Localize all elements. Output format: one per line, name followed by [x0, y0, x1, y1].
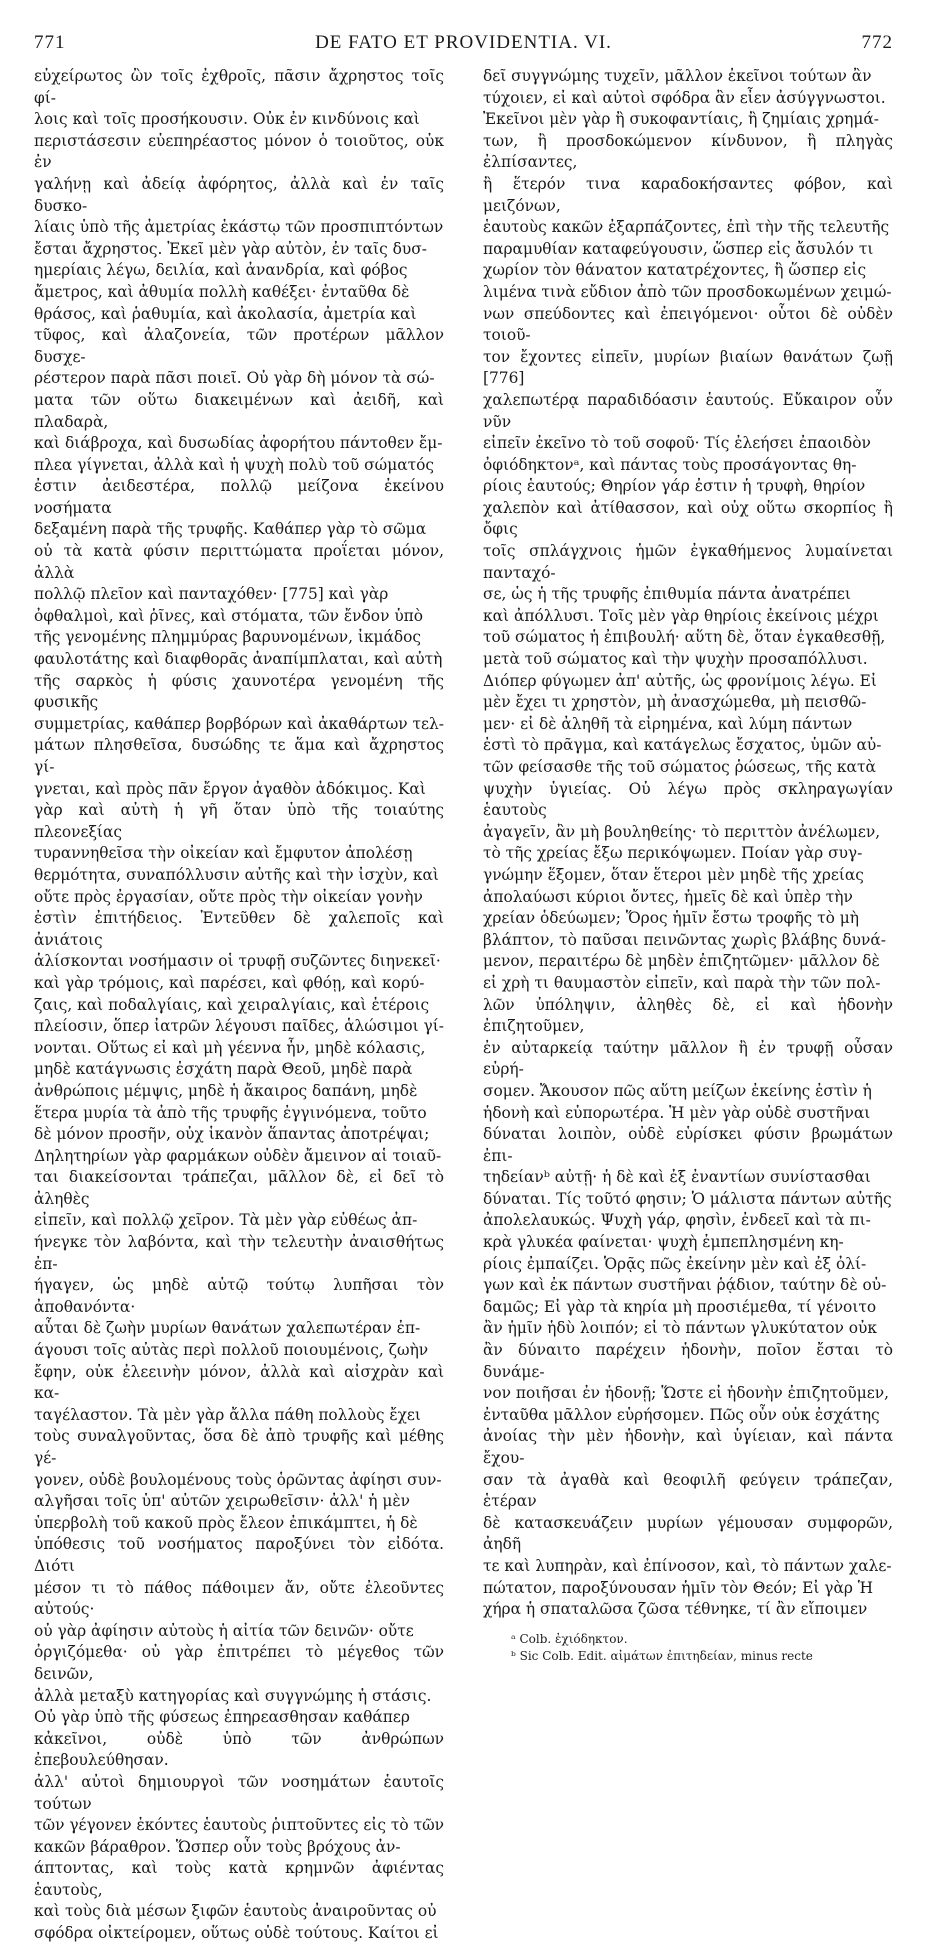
text-line: ἔφην, οὐκ ἐλεεινὴν μόνον, ἀλλὰ καὶ αἰσχρὰν καὶ κα- — [34, 1362, 444, 1403]
text-line: ημερίαις λέγω, δειλία, καὶ ἀνανδρία, καὶ φόβος — [34, 261, 408, 280]
text-line: χήρα ἡ σπαταλῶσα ζῶσα τέθνηκε, τί ἂν εἴποιμεν — [483, 1600, 868, 1619]
text-line: τοῖς σπλάγχνοις ἡμῶν ἐγκαθήμενος λυμαίνεται πανταχό- — [483, 542, 893, 582]
text-line: ἁλίσκονται νοσήμασιν οἱ τρυφῇ συζῶντες διηνεκεῖ· — [34, 952, 441, 971]
text-line: καὶ τοὺς διὰ μέσων ξιφῶν ἑαυτοὺς ἀναιροῦντας οὐ — [34, 1902, 437, 1921]
text-line: μέσον τι τὸ πάθος πάθοιμεν ἄν, οὔτε ἐλεοῦντες αὐτούς· — [34, 1578, 444, 1619]
text-line: ἐστὶν ἐπιτήδειος. Ἐντεῦθεν δὲ χαλεποῖς καὶ ἀνιάτοις — [34, 909, 444, 949]
text-line: ἀγαγεῖν, ἂν μὴ βουληθείης· τὸ περιττὸν ἀνέλωμεν, — [483, 822, 881, 841]
text-line: σομεν. Ἄκουσον πῶς αὕτη μείζων ἐκείνης ἐστὶν ἡ — [483, 1081, 872, 1100]
text-line: δύναται λοιπὸν, οὐδὲ εὑρίσκει φύσιν βρωμάτων ἐπι- — [483, 1125, 893, 1165]
text-line: άγουσι τοῖς αὐτὰς περὶ πολλοῦ ποιουμένοις, ζωὴν — [34, 1341, 429, 1360]
text-line: φαυλοτάτης καὶ διαφθορᾶς ἀναπίμπλαται, καὶ αὐτὴ — [34, 650, 443, 669]
text-line: ήγαγεν, ὡς μηδὲ αὐτῷ τούτῳ λυπῆσαι τὸν ἀποθανόντα· — [34, 1276, 444, 1316]
text-line: μάτων πλησθεῖσα, δυσώδης τε ἅμα καὶ ἄχρηστος γί- — [34, 736, 444, 776]
text-line: Ἐκεῖνοι μὲν γὰρ ἢ συκοφαντίαις, ἢ ζημίαις χρημά- — [483, 110, 879, 129]
text-line: σε, ὡς ἡ τῆς τρυφῆς ἐπιθυμία πάντα ἀνατρέπει — [483, 585, 851, 604]
text-line: αὗται δὲ ζωὴν μυρίων θανάτων χαλεπωτέραν ἐπ- — [34, 1319, 421, 1338]
text-line: δαμῶς; Εἰ γὰρ τὰ κηρία μὴ προσιέμεθα, τί γένοιτο — [483, 1297, 877, 1316]
running-title: DE FATO ET PROVIDENTIA. VI. — [315, 32, 612, 53]
text-columns — [34, 66, 893, 1945]
text-line: εἰπεῖν ἐκεῖνο τὸ τοῦ σοφοῦ· Τίς ἐλεήσει ἐπαοιδὸν — [483, 434, 871, 453]
text-line: ἂν ἡμῖν ἡδὺ λοιπόν; εἰ τὸ πάντων γλυκύτατον οὐκ — [483, 1319, 877, 1338]
text-line: τῆς σαρκὸς ἡ φύσις χαυνοτέρα γενομένη τῆς φυσικῆς — [34, 671, 444, 712]
text-line: χρείαν ὁδεύωμεν; Ὅρος ἡμῖν ἔστω τροφῆς τὸ μὴ — [483, 909, 859, 928]
text-line: ἐστιν ἀειδεστέρα, πολλῷ μείζονα ἐκείνου νοσήματα — [34, 477, 444, 517]
text-line: ἀνοίας τὴν μὲν ἡδονὴν, καὶ ὑγίειαν, καὶ πάντα ἔχου- — [483, 1427, 893, 1467]
text-line: σαν τὰ ἀγαθὰ καὶ θεοφιλῆ φεύγειν τράπεζαν, ἑτέραν — [483, 1470, 893, 1511]
text-line: λιμένα τινὰ εὔδιον ἀπὸ τῶν προσδοκωμένων χειμώ- — [483, 282, 892, 301]
text-line: τε καὶ λυπηρὰν, καὶ ἐπίνοσον, καὶ, τὸ πάντων χαλε- — [483, 1556, 892, 1575]
text-line: οὐ γὰρ ἀφίησιν αὐτοὺς ἡ αἰτία τῶν δεινῶν· οὔτε — [34, 1621, 414, 1640]
text-line: γὰρ καὶ αὐτὴ ἡ γῆ ὅταν ὑπὸ τῆς τοιαύτης πλεονεξίας — [34, 801, 444, 841]
text-line: θερμότητα, συναπόλλυσιν αὐτῆς καὶ τὴν ἰσχὺν, καὶ — [34, 865, 439, 884]
text-line: γων καὶ ἐκ πάντων συστῆναι ῥᾴδιον, ταύτην δὲ οὐ- — [483, 1276, 887, 1295]
text-line: ψυχὴν ὑγιείας. Οὐ λέγω πρὸς σκληραγωγίαν ἑαυτοὺς — [483, 779, 893, 820]
running-header — [34, 32, 893, 66]
text-line: ἀλλὰ μεταξὺ κατηγορίας καὶ συγγνώμης ἡ στάσις. — [34, 1686, 432, 1705]
text-line: ἀπολελαυκώς. Ψυχὴ γάρ, φησὶν, ἐνδεεῖ καὶ τὰ πι- — [483, 1211, 871, 1230]
text-line: Διόπερ φύγωμεν ἀπ' αὐτῆς, ὡς φρονίμοις λέγω. Εἰ — [483, 671, 877, 690]
text-line: τοὺς συναλγοῦντας, ὅσα δὲ ἀπὸ τρυφῆς καὶ μέθης γέ- — [34, 1427, 444, 1467]
footnote: ᵇ Sic Colb. Edit. αἰμάτων ἐπιτηδείαν, minus recte — [511, 1648, 813, 1663]
text-line: ἐν αὐταρκείᾳ ταύτην μᾶλλον ἢ ἐν τρυφῇ οὖσαν εὑρή- — [483, 1038, 893, 1079]
text-line: εὐχείρωτος ὢν τοῖς ἐχθροῖς, πᾶσιν ἄχρηστος τοῖς φί- — [34, 67, 444, 107]
text-line: βλάπτον, τὸ παῦσαι πεινῶντας χωρὶς βλάβης δυνά- — [483, 930, 886, 949]
right-column-text — [483, 66, 893, 1621]
text-line: αλγῆσαι τοῖς ὑπ' αὐτῶν χειρωθεῖσιν· ἀλλ' ἡ μὲν — [34, 1492, 411, 1511]
text-line: παραμυθίαν καταφεύγουσιν, ὥσπερ εἰς ἄσυλόν τι — [483, 239, 874, 258]
text-line: γνώμην ἕξομεν, ὅταν ἕτεροι μὲν μηδὲ τῆς χρείας — [483, 865, 864, 884]
text-line: γονεν, οὐδὲ βουλομένους τοὺς ὁρῶντας ἀφίησι συν- — [34, 1470, 442, 1489]
text-line: κακῶν βάραθρον. Ὥσπερ οὖν τοὺς βρόχους ἀν- — [34, 1837, 401, 1856]
text-line: λίαις ὑπὸ τῆς ἀμετρίας ἑκάστῳ τῶν προσπιπτόντων — [34, 218, 444, 237]
text-line: ὀργιζόμεθα· οὐ γὰρ ἐπιτρέπει τὸ μέγεθος τῶν δεινῶν, — [34, 1643, 444, 1683]
text-line: ἐστὶ τὸ πρᾶγμα, καὶ κατάγελως ἔσχατος, ὑμῶν αὐ- — [483, 736, 882, 755]
text-line: ἄμετρος, καὶ ἀθυμία πολλὴ καθέξει· ἐνταῦθα δὲ — [34, 282, 410, 301]
text-line: δὲ κατασκευάζειν μυρίων γέμουσαν συμφορῶν, ἀηδῆ — [483, 1513, 893, 1554]
text-line: των, ἢ προσδοκώμενον κίνδυνον, ἢ πληγὰς ἐλπίσαντες, — [483, 131, 893, 172]
text-line: εἰπεῖν, καὶ πολλῷ χεῖρον. Τὰ μὲν γὰρ εὐθέως ἀπ- — [34, 1211, 418, 1230]
text-line: ζαις, καὶ ποδαλγίαις, καὶ χειραλγίαις, καὶ ἑτέροις — [34, 995, 430, 1014]
text-line: πλείοσιν, ὅπερ ἰατρῶν λέγουσι παῖδες, ἁλώσιμοι γί- — [34, 1017, 444, 1036]
text-line: Οὐ γὰρ ὑπὸ τῆς φύσεως ἐπηρεασθησαν καθάπερ — [34, 1708, 410, 1727]
text-line: εἰ χρὴ τι θαυμαστὸν εἰπεῖν, καὶ παρὰ τὴν τῶν πολ- — [483, 973, 881, 992]
text-line: τῆς γενομένης πλημμύρας βαρυνομένων, ἰκμάδος — [34, 628, 422, 647]
text-line: τύχοιεν, εἰ καὶ αὐτοὶ σφόδρα ἂν εἶεν ἀσύγγνωστοι. — [483, 88, 886, 107]
text-line: ἕτερα μυρία τὰ ἀπὸ τῆς τρυφῆς ἐγγινόμενα, τοῦτο — [34, 1103, 427, 1122]
text-line: οὐ τὰ κατὰ φύσιν περιττώματα προΐεται μόνον, ἀλλὰ — [34, 542, 444, 582]
text-line: ἢ ἕτερόν τινα καραδοκήσαντες φόβον, καὶ μειζόνων, — [483, 174, 893, 215]
text-line: γνεται, καὶ πρὸς πᾶν ἔργον ἀγαθὸν ἀδόκιμος. Καὶ — [34, 779, 426, 798]
text-line: ἀνθρώποις μέμψις, μηδὲ ἡ ἄκαιρος δαπάνη, μηδὲ — [34, 1081, 418, 1100]
text-line: ταγέλαστον. Τὰ μὲν γὰρ ἄλλα πάθη πολλοὺς ἔχει — [34, 1405, 421, 1424]
left-column — [34, 66, 444, 1945]
text-line: χαλεπὸν καὶ ἀτίθασσον, καὶ οὐχ οὕτω σκορπίος ἢ ὄφις — [483, 498, 893, 539]
text-line: κρὰ γλυκέα φαίνεται· ψυχὴ ἐμπεπλησμένη κη- — [483, 1233, 844, 1252]
text-line: συμμετρίας, καθάπερ βορβόρων καὶ ἀκαθάρτων τελ- — [34, 714, 444, 733]
text-line: χαλεπωτέρᾳ παραδιδόασιν ἑαυτούς. Εὔκαιρον οὖν νῦν — [483, 390, 893, 431]
text-line: ἂν δύναιτο παρέχειν ἡδονὴν, ποῖον ἔσται τὸ δυνάμε- — [483, 1341, 893, 1381]
text-line: ρίοις ἐμπαίζει. Ὁρᾷς πῶς ἐκείνην μὲν καὶ ἐξ ὀλί- — [483, 1254, 867, 1273]
text-line: Δηλητηρίων γὰρ φαρμάκων οὐδὲν ἄμεινον αἱ τοιαῦ- — [34, 1146, 442, 1165]
page-number-left: 771 — [34, 32, 66, 53]
text-line: σφόδρα οἰκτείρομεν, οὕτως οὐδὲ τούτους. Καίτοι εἰ — [34, 1924, 439, 1943]
text-line: ἀλλ' αὐτοὶ δημιουργοὶ τῶν νοσημάτων ἑαυτοῖς τούτων — [34, 1772, 444, 1813]
text-line: ἔσται ἄχρηστος. Ἐκεῖ μὲν γὰρ αὐτὸν, ἐν ταῖς δυσ- — [34, 239, 427, 258]
text-line: ἑαυτοὺς κακῶν ἐξαρπάζοντες, ἐπὶ τὴν τῆς τελευτῆς — [483, 218, 890, 237]
text-line: ρίοις ἑαυτούς; Θηρίον γάρ ἐστιν ἡ τρυφὴ, θηρίον — [483, 477, 866, 496]
text-line: νον ποιῆσαι ἐν ἡδονῇ; Ὥστε εἰ ἡδονὴν ἐπιζητοῦμεν, — [483, 1384, 889, 1403]
text-line: τῦφος, καὶ ἀλαζονεία, τῶν προτέρων μᾶλλον δυσχε- — [34, 326, 444, 366]
text-line: μεν· εἰ δὲ ἀληθῆ τὰ εἰρημένα, καὶ λύμη πάντων — [483, 714, 853, 733]
text-line: μὲν ἔχει τι χρηστὸν, μὴ ἀνασχώμεθα, μὴ πεισθῶ- — [483, 693, 867, 712]
text-line: ὑπερβολὴ τοῦ κακοῦ πρὸς ἔλεον ἐπικάμπτει, ἡ δὲ — [34, 1513, 418, 1532]
text-line: δεξαμένη παρὰ τῆς τρυφῆς. Καθάπερ γὰρ τὸ σῶμα — [34, 520, 427, 539]
text-line: τῶν φείσασθε τῆς τοῦ σώματος ῥώσεως, τῆς κατὰ — [483, 758, 876, 776]
text-line: κἀκεῖνοι, οὐδὲ ὑπὸ τῶν ἀνθρώπων ἐπεβουλεύθησαν. — [34, 1729, 444, 1770]
text-line: νων σπεύδοντες καὶ ἐπειγόμενοι· οὗτοι δὲ οὐδὲν τοιοῦ- — [483, 304, 893, 345]
text-line: τὸ τῆς χρείας ἔξω περικόψωμεν. Ποίαν γὰρ συγ- — [483, 844, 863, 863]
text-line: ήνεγκε τὸν λαβόντα, καὶ τὴν τελευτὴν ἀναισθήτως ἐπ- — [34, 1233, 444, 1273]
text-line: γαλήνῃ καὶ ἀδείᾳ ἀφόρητος, ἀλλὰ καὶ ἐν ταῖς δυσκο- — [34, 174, 444, 215]
text-line: μηδὲ κατάγνωσις ἐσχάτη παρὰ Θεοῦ, μηδὲ παρὰ — [34, 1060, 413, 1079]
text-line: πλεα γίγνεται, ἀλλὰ καὶ ἡ ψυχὴ πολὺ τοῦ σώματός — [34, 455, 434, 474]
page-number-right: 772 — [861, 32, 893, 53]
text-line: ὀφθαλμοὶ, καὶ ῥῖνες, καὶ στόματα, τῶν ἔνδον ὑπὸ — [34, 606, 424, 625]
text-line: δεῖ συγγνώμης τυχεῖν, μᾶλλον ἐκεῖνοι τούτων ἂν — [483, 67, 872, 85]
text-line: πώτατον, παροξύνουσαν ἡμῖν τὸν Θεόν; Εἰ γὰρ Ἡ — [483, 1578, 874, 1597]
text-line: καὶ γὰρ τρόμοις, καὶ παρέσει, καὶ φθόῃ, καὶ κορύ- — [34, 973, 425, 992]
footnotes — [483, 1631, 893, 1665]
text-line: ματα τῶν οὕτω διακειμένων καὶ ἀειδῆ, καὶ πλαδαρὰ, — [34, 390, 444, 431]
text-line: ὑπόθεσις τοῦ νοσήματος παροξύνει τὸν εἰδότα. Διότι — [34, 1535, 444, 1575]
text-line: τον ἔχοντες εἰπεῖν, μυρίων βιαίων θανάτων ζωῇ [776] — [483, 347, 893, 388]
text-line: ἐνταῦθα μᾶλλον εὑρήσομεν. Πῶς οὖν οὐκ ἐσχάτης — [483, 1405, 880, 1424]
text-line: ὀφιόδηκτονᵃ, καὶ πάντας τοὺς προσάγοντας θη- — [483, 455, 857, 474]
text-line: πολλῷ πλεῖον καὶ πανταχόθεν· [775] καὶ γὰρ — [34, 585, 389, 604]
text-line: τοῦ σώματος ἡ ἐπιβουλή· αὕτη δὲ, ὅταν ἐγκαθεσθῇ, — [483, 628, 886, 647]
text-line: άπτοντας, καὶ τοὺς κατὰ κρημνῶν ἀφιέντας ἑαυτοὺς, — [34, 1859, 444, 1899]
text-line: οὔτε πρὸς ἐργασίαν, οὔτε πρὸς τὴν οἰκείαν γονὴν — [34, 887, 423, 906]
text-line: ται διακείσονται τράπεζαι, μᾶλλον δὲ, εἰ δεῖ τὸ ἀληθὲς — [34, 1168, 444, 1208]
text-line: ρέστερον παρὰ πᾶσι ποιεῖ. Οὐ γὰρ δὴ μόνον τὰ σώ- — [34, 369, 435, 388]
text-line: περιστάσεσιν εὐεπηρέαστος μόνον ὁ τοιοῦτος, οὐκ ἐν — [34, 131, 444, 172]
text-line: χωρίον τὸν θάνατον κατατρέχοντες, ἢ ὥσπερ εἰς — [483, 261, 867, 280]
right-column — [483, 66, 893, 1945]
text-line: μενον, περαιτέρω δὲ μηδὲν ἐπιζητῶμεν· μᾶλλον δὲ — [483, 952, 880, 971]
text-line: ἀπολαύωσι κύριοι ὄντες, ἡμεῖς δὲ καὶ ὑπὲρ τὴν — [483, 887, 853, 906]
text-line: δὲ μόνον προσῆν, οὐχ ἱκανὸν ἅπαντας ἀποτρέψαι; — [34, 1125, 430, 1144]
text-line: λοις καὶ τοῖς προσήκουσιν. Οὐκ ἐν κινδύνοις καὶ — [34, 110, 420, 129]
text-line: θράσος, καὶ ῥαθυμία, καὶ ἀκολασία, ἀμετρία καὶ — [34, 304, 417, 323]
text-line: τῶν γέγονεν ἑκόντες ἑαυτοὺς ῥιπτοῦντες εἰς τὸ τῶν — [34, 1816, 444, 1835]
text-line: τηδείανᵇ αὐτῇ· ἡ δὲ καὶ ἐξ ἐναντίων συνίστασθαι — [483, 1168, 871, 1187]
text-line: νονται. Οὕτως εἰ καὶ μὴ γέεννα ἦν, μηδὲ κόλασις, — [34, 1038, 426, 1057]
text-line: δύναται. Τίς τοῦτό φησιν; Ὁ μάλιστα πάντων αὐτῆς — [483, 1189, 892, 1208]
text-line: τυραννηθεῖσα τὴν οἰκείαν καὶ ἔμφυτον ἀπολέσῃ — [34, 844, 413, 863]
text-line: μετὰ τοῦ σώματος καὶ τὴν ψυχὴν προσαπόλλυσι. — [483, 650, 868, 669]
text-line: καὶ διάβροχα, καὶ δυσωδίας ἀφορήτου πάντοθεν ἔμ- — [34, 434, 443, 453]
text-line: λῶν ὑπόληψιν, ἀληθὲς δὲ, εἰ καὶ ἡδονὴν ἐπιζητοῦμεν, — [483, 995, 893, 1036]
footnote: ᵃ Colb. ἐχιόδηκτον. — [511, 1631, 628, 1646]
text-line: καὶ ἀπόλλυσι. Τοῖς μὲν γὰρ θηρίοις ἐκείνοις μέχρι — [483, 606, 879, 625]
text-line: ἡδονὴ καὶ εὐπορωτέρα. Ἡ μὲν γὰρ οὐδὲ συστῆναι — [483, 1103, 871, 1122]
